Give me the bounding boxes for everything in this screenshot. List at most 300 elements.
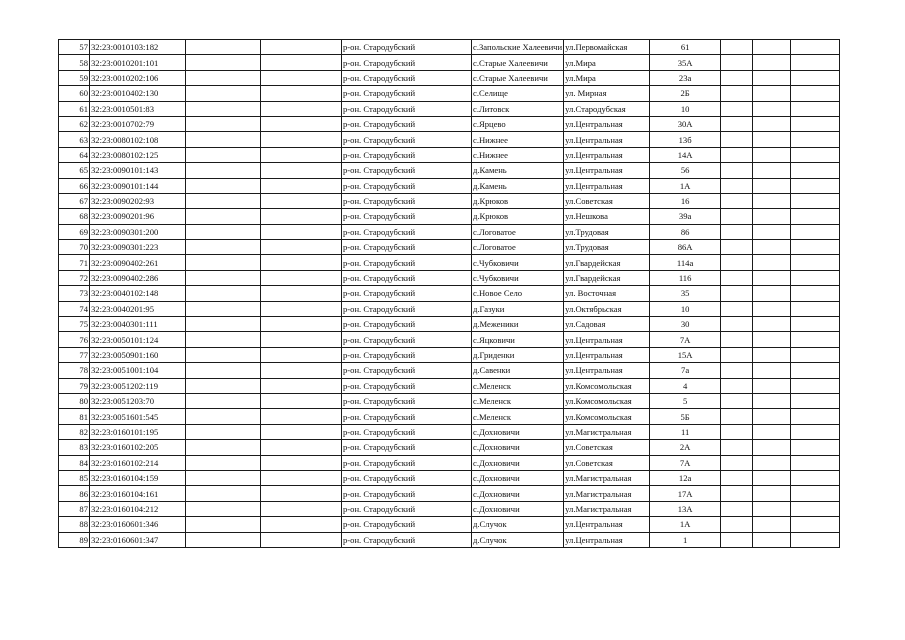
row-number-cell: 71	[59, 255, 90, 270]
empty-cell	[753, 378, 791, 393]
cadastral-number-cell: 32:23:0160102:214	[90, 455, 186, 470]
table-row	[59, 209, 840, 224]
district-cell: р-он. Стародубский	[342, 486, 472, 501]
table-row	[59, 178, 840, 193]
empty-cell	[186, 193, 261, 208]
empty-cell	[791, 486, 840, 501]
district-cell: р-он. Стародубский	[342, 332, 472, 347]
table-row	[59, 517, 840, 532]
street-cell: ул.Мира	[564, 55, 650, 70]
cadastral-number-cell: 32:23:0160601:346	[90, 517, 186, 532]
house-number-cell: 1	[650, 532, 721, 547]
empty-cell	[721, 209, 753, 224]
empty-cell	[186, 455, 261, 470]
empty-cell	[721, 40, 753, 55]
empty-cell	[261, 393, 342, 408]
empty-cell	[791, 378, 840, 393]
house-number-cell: 1А	[650, 517, 721, 532]
empty-cell	[261, 301, 342, 316]
row-number-cell: 76	[59, 332, 90, 347]
empty-cell	[791, 116, 840, 131]
empty-cell	[753, 332, 791, 347]
empty-cell	[186, 501, 261, 516]
row-number-cell: 79	[59, 378, 90, 393]
empty-cell	[261, 86, 342, 101]
empty-cell	[791, 178, 840, 193]
street-cell: ул.Советская	[564, 440, 650, 455]
locality-cell: д.Случок	[472, 532, 564, 547]
empty-cell	[186, 40, 261, 55]
cadastral-number-cell: 32:23:0051203:70	[90, 393, 186, 408]
street-cell: ул.Первомайская	[564, 40, 650, 55]
table-row	[59, 440, 840, 455]
house-number-cell: 86А	[650, 240, 721, 255]
cadastral-number-cell: 32:23:0051601:545	[90, 409, 186, 424]
table-row	[59, 317, 840, 332]
locality-cell: с.Меленск	[472, 393, 564, 408]
table-row	[59, 40, 840, 55]
house-number-cell: 7А	[650, 332, 721, 347]
table-row	[59, 424, 840, 439]
empty-cell	[721, 455, 753, 470]
empty-cell	[753, 224, 791, 239]
empty-cell	[261, 486, 342, 501]
empty-cell	[261, 147, 342, 162]
locality-cell: с.Дохновичи	[472, 486, 564, 501]
street-cell: ул.Советская	[564, 193, 650, 208]
empty-cell	[753, 286, 791, 301]
empty-cell	[721, 240, 753, 255]
cadastral-number-cell: 32:23:0090402:261	[90, 255, 186, 270]
empty-cell	[753, 178, 791, 193]
cadastral-number-cell: 32:23:0090101:144	[90, 178, 186, 193]
district-cell: р-он. Стародубский	[342, 270, 472, 285]
cadastral-number-cell: 32:23:0051202:119	[90, 378, 186, 393]
empty-cell	[261, 440, 342, 455]
district-cell: р-он. Стародубский	[342, 116, 472, 131]
street-cell: ул.Октябрьская	[564, 301, 650, 316]
empty-cell	[186, 486, 261, 501]
empty-cell	[186, 317, 261, 332]
locality-cell: д.Газуки	[472, 301, 564, 316]
district-cell: р-он. Стародубский	[342, 409, 472, 424]
cadastral-number-cell: 32:23:0040301:111	[90, 317, 186, 332]
house-number-cell: 114а	[650, 255, 721, 270]
row-number-cell: 85	[59, 470, 90, 485]
row-number-cell: 66	[59, 178, 90, 193]
table-row	[59, 70, 840, 85]
locality-cell: с.Запольские Халеевичи	[472, 40, 564, 55]
empty-cell	[186, 101, 261, 116]
cadastral-number-cell: 32:23:0080102:125	[90, 147, 186, 162]
house-number-cell: 4	[650, 378, 721, 393]
house-number-cell: 10	[650, 101, 721, 116]
empty-cell	[261, 255, 342, 270]
empty-cell	[791, 240, 840, 255]
empty-cell	[186, 255, 261, 270]
street-cell: ул.Центральная	[564, 332, 650, 347]
empty-cell	[186, 301, 261, 316]
row-number-cell: 89	[59, 532, 90, 547]
street-cell: ул.Трудовая	[564, 240, 650, 255]
empty-cell	[753, 86, 791, 101]
district-cell: р-он. Стародубский	[342, 55, 472, 70]
table-row	[59, 270, 840, 285]
table-row	[59, 116, 840, 131]
empty-cell	[721, 101, 753, 116]
locality-cell: с.Логоватое	[472, 224, 564, 239]
house-number-cell: 116	[650, 270, 721, 285]
empty-cell	[186, 116, 261, 131]
house-number-cell: 39а	[650, 209, 721, 224]
table-row	[59, 255, 840, 270]
locality-cell: с.Старые Халеевичи	[472, 70, 564, 85]
cadastral-number-cell: 32:23:0090201:96	[90, 209, 186, 224]
cadastral-number-cell: 32:23:0050901:160	[90, 347, 186, 362]
empty-cell	[753, 440, 791, 455]
empty-cell	[753, 101, 791, 116]
house-number-cell: 12а	[650, 470, 721, 485]
house-number-cell: 10	[650, 301, 721, 316]
locality-cell: д.Меженики	[472, 317, 564, 332]
empty-cell	[753, 270, 791, 285]
empty-cell	[261, 270, 342, 285]
district-cell: р-он. Стародубский	[342, 424, 472, 439]
locality-cell: с.Литовск	[472, 101, 564, 116]
row-number-cell: 60	[59, 86, 90, 101]
empty-cell	[753, 132, 791, 147]
house-number-cell: 15А	[650, 347, 721, 362]
street-cell: ул.Мира	[564, 70, 650, 85]
empty-cell	[186, 147, 261, 162]
row-number-cell: 57	[59, 40, 90, 55]
house-number-cell: 35А	[650, 55, 721, 70]
empty-cell	[721, 393, 753, 408]
empty-cell	[721, 224, 753, 239]
street-cell: ул.Магистральная	[564, 486, 650, 501]
table-row	[59, 163, 840, 178]
house-number-cell: 86	[650, 224, 721, 239]
empty-cell	[753, 501, 791, 516]
district-cell: р-он. Стародубский	[342, 517, 472, 532]
street-cell: ул.Комсомольская	[564, 378, 650, 393]
empty-cell	[721, 132, 753, 147]
district-cell: р-он. Стародубский	[342, 532, 472, 547]
locality-cell: с.Нижнее	[472, 147, 564, 162]
locality-cell: с.Нижнее	[472, 132, 564, 147]
district-cell: р-он. Стародубский	[342, 178, 472, 193]
street-cell: ул.Садовая	[564, 317, 650, 332]
empty-cell	[791, 409, 840, 424]
empty-cell	[791, 55, 840, 70]
district-cell: р-он. Стародубский	[342, 363, 472, 378]
row-number-cell: 72	[59, 270, 90, 285]
row-number-cell: 63	[59, 132, 90, 147]
street-cell: ул.Гвардейская	[564, 270, 650, 285]
empty-cell	[261, 209, 342, 224]
house-number-cell: 23а	[650, 70, 721, 85]
street-cell: ул.Центральная	[564, 178, 650, 193]
empty-cell	[186, 393, 261, 408]
table-row	[59, 193, 840, 208]
district-cell: р-он. Стародубский	[342, 132, 472, 147]
empty-cell	[721, 517, 753, 532]
empty-cell	[721, 486, 753, 501]
house-number-cell: 13б	[650, 132, 721, 147]
district-cell: р-он. Стародубский	[342, 378, 472, 393]
locality-cell: с.Яцковичи	[472, 332, 564, 347]
empty-cell	[721, 424, 753, 439]
locality-cell: д.Крюков	[472, 209, 564, 224]
street-cell: ул.Центральная	[564, 532, 650, 547]
row-number-cell: 84	[59, 455, 90, 470]
empty-cell	[721, 193, 753, 208]
empty-cell	[791, 86, 840, 101]
empty-cell	[791, 332, 840, 347]
cadastral-number-cell: 32:23:0160102:205	[90, 440, 186, 455]
locality-cell: с.Дохновичи	[472, 424, 564, 439]
empty-cell	[753, 424, 791, 439]
row-number-cell: 68	[59, 209, 90, 224]
table-row	[59, 347, 840, 362]
row-number-cell: 74	[59, 301, 90, 316]
table-row	[59, 332, 840, 347]
empty-cell	[791, 101, 840, 116]
empty-cell	[791, 393, 840, 408]
house-number-cell: 30А	[650, 116, 721, 131]
row-number-cell: 83	[59, 440, 90, 455]
empty-cell	[261, 70, 342, 85]
empty-cell	[721, 116, 753, 131]
empty-cell	[753, 393, 791, 408]
empty-cell	[186, 347, 261, 362]
locality-cell: д.Случок	[472, 517, 564, 532]
locality-cell: с.Дохновичи	[472, 455, 564, 470]
empty-cell	[721, 70, 753, 85]
empty-cell	[261, 409, 342, 424]
empty-cell	[186, 224, 261, 239]
row-number-cell: 80	[59, 393, 90, 408]
house-number-cell: 7А	[650, 455, 721, 470]
street-cell: ул. Восточная	[564, 286, 650, 301]
empty-cell	[261, 501, 342, 516]
table-body	[59, 40, 840, 548]
empty-cell	[791, 163, 840, 178]
empty-cell	[791, 424, 840, 439]
locality-cell: с.Чубковичи	[472, 255, 564, 270]
empty-cell	[186, 363, 261, 378]
district-cell: р-он. Стародубский	[342, 255, 472, 270]
table-row	[59, 363, 840, 378]
empty-cell	[186, 470, 261, 485]
district-cell: р-он. Стародубский	[342, 70, 472, 85]
empty-cell	[753, 116, 791, 131]
empty-cell	[186, 240, 261, 255]
street-cell: ул. Мирная	[564, 86, 650, 101]
locality-cell: с.Новое Село	[472, 286, 564, 301]
empty-cell	[753, 363, 791, 378]
empty-cell	[261, 101, 342, 116]
house-number-cell: 5	[650, 393, 721, 408]
table-row	[59, 224, 840, 239]
district-cell: р-он. Стародубский	[342, 301, 472, 316]
locality-cell: с.Логоватое	[472, 240, 564, 255]
empty-cell	[261, 424, 342, 439]
cadastral-number-cell: 32:23:0010202:106	[90, 70, 186, 85]
street-cell: ул.Трудовая	[564, 224, 650, 239]
empty-cell	[261, 347, 342, 362]
empty-cell	[721, 470, 753, 485]
empty-cell	[753, 55, 791, 70]
street-cell: ул.Гвардейская	[564, 255, 650, 270]
house-number-cell: 2А	[650, 440, 721, 455]
locality-cell: с.Меленск	[472, 378, 564, 393]
empty-cell	[791, 301, 840, 316]
empty-cell	[791, 40, 840, 55]
table-row	[59, 240, 840, 255]
district-cell: р-он. Стародубский	[342, 163, 472, 178]
empty-cell	[721, 440, 753, 455]
empty-cell	[186, 55, 261, 70]
table-row	[59, 486, 840, 501]
empty-cell	[791, 209, 840, 224]
house-number-cell: 61	[650, 40, 721, 55]
empty-cell	[721, 301, 753, 316]
district-cell: р-он. Стародубский	[342, 209, 472, 224]
cadastral-number-cell: 32:23:0090402:286	[90, 270, 186, 285]
locality-cell: д.Камень	[472, 178, 564, 193]
empty-cell	[721, 317, 753, 332]
empty-cell	[261, 532, 342, 547]
empty-cell	[791, 70, 840, 85]
empty-cell	[261, 240, 342, 255]
empty-cell	[186, 517, 261, 532]
district-cell: р-он. Стародубский	[342, 101, 472, 116]
table-row	[59, 378, 840, 393]
empty-cell	[261, 286, 342, 301]
district-cell: р-он. Стародубский	[342, 440, 472, 455]
empty-cell	[753, 301, 791, 316]
locality-cell: д.Гриденки	[472, 347, 564, 362]
row-number-cell: 61	[59, 101, 90, 116]
locality-cell: с.Чубковичи	[472, 270, 564, 285]
cadastral-number-cell: 32:23:0090202:93	[90, 193, 186, 208]
cadastral-number-cell: 32:23:0090101:143	[90, 163, 186, 178]
empty-cell	[186, 86, 261, 101]
street-cell: ул.Стародубская	[564, 101, 650, 116]
district-cell: р-он. Стародубский	[342, 347, 472, 362]
empty-cell	[721, 86, 753, 101]
row-number-cell: 69	[59, 224, 90, 239]
empty-cell	[186, 378, 261, 393]
empty-cell	[186, 209, 261, 224]
cadastral-number-cell: 32:23:0160104:212	[90, 501, 186, 516]
house-number-cell: 56	[650, 163, 721, 178]
row-number-cell: 78	[59, 363, 90, 378]
locality-cell: с.Старые Халеевичи	[472, 55, 564, 70]
cadastral-number-cell: 32:23:0010501:83	[90, 101, 186, 116]
empty-cell	[186, 532, 261, 547]
row-number-cell: 87	[59, 501, 90, 516]
street-cell: ул.Комсомольская	[564, 393, 650, 408]
empty-cell	[721, 55, 753, 70]
empty-cell	[721, 378, 753, 393]
street-cell: ул.Центральная	[564, 163, 650, 178]
empty-cell	[186, 424, 261, 439]
table-row	[59, 393, 840, 408]
table-row	[59, 286, 840, 301]
empty-cell	[753, 532, 791, 547]
street-cell: ул.Центральная	[564, 116, 650, 131]
cadastral-number-cell: 32:23:0010402:130	[90, 86, 186, 101]
locality-cell: д.Савенки	[472, 363, 564, 378]
locality-cell: с.Меленск	[472, 409, 564, 424]
property-table	[58, 39, 840, 548]
empty-cell	[261, 378, 342, 393]
empty-cell	[791, 501, 840, 516]
empty-cell	[753, 517, 791, 532]
empty-cell	[753, 70, 791, 85]
empty-cell	[261, 193, 342, 208]
district-cell: р-он. Стародубский	[342, 393, 472, 408]
locality-cell: с.Дохновичи	[472, 440, 564, 455]
empty-cell	[753, 455, 791, 470]
row-number-cell: 65	[59, 163, 90, 178]
district-cell: р-он. Стародубский	[342, 40, 472, 55]
table-row	[59, 501, 840, 516]
cadastral-number-cell: 32:23:0010103:182	[90, 40, 186, 55]
house-number-cell: 5Б	[650, 409, 721, 424]
house-number-cell: 35	[650, 286, 721, 301]
empty-cell	[721, 347, 753, 362]
street-cell: ул.Центральная	[564, 517, 650, 532]
street-cell: ул.Комсомольская	[564, 409, 650, 424]
row-number-cell: 58	[59, 55, 90, 70]
cadastral-number-cell: 32:23:0040201:95	[90, 301, 186, 316]
empty-cell	[791, 147, 840, 162]
empty-cell	[186, 270, 261, 285]
empty-cell	[791, 347, 840, 362]
empty-cell	[261, 455, 342, 470]
row-number-cell: 75	[59, 317, 90, 332]
empty-cell	[721, 286, 753, 301]
empty-cell	[261, 332, 342, 347]
empty-cell	[753, 40, 791, 55]
empty-cell	[721, 363, 753, 378]
empty-cell	[721, 409, 753, 424]
cadastral-number-cell: 32:23:0051001:104	[90, 363, 186, 378]
row-number-cell: 86	[59, 486, 90, 501]
empty-cell	[753, 347, 791, 362]
table-row	[59, 470, 840, 485]
district-cell: р-он. Стародубский	[342, 147, 472, 162]
empty-cell	[753, 409, 791, 424]
empty-cell	[791, 193, 840, 208]
row-number-cell: 82	[59, 424, 90, 439]
district-cell: р-он. Стародубский	[342, 193, 472, 208]
empty-cell	[791, 255, 840, 270]
empty-cell	[791, 363, 840, 378]
table-row	[59, 101, 840, 116]
empty-cell	[791, 286, 840, 301]
cadastral-number-cell: 32:23:0160104:159	[90, 470, 186, 485]
empty-cell	[186, 163, 261, 178]
house-number-cell: 7а	[650, 363, 721, 378]
street-cell: ул.Нешкова	[564, 209, 650, 224]
empty-cell	[261, 163, 342, 178]
house-number-cell: 11	[650, 424, 721, 439]
empty-cell	[721, 332, 753, 347]
